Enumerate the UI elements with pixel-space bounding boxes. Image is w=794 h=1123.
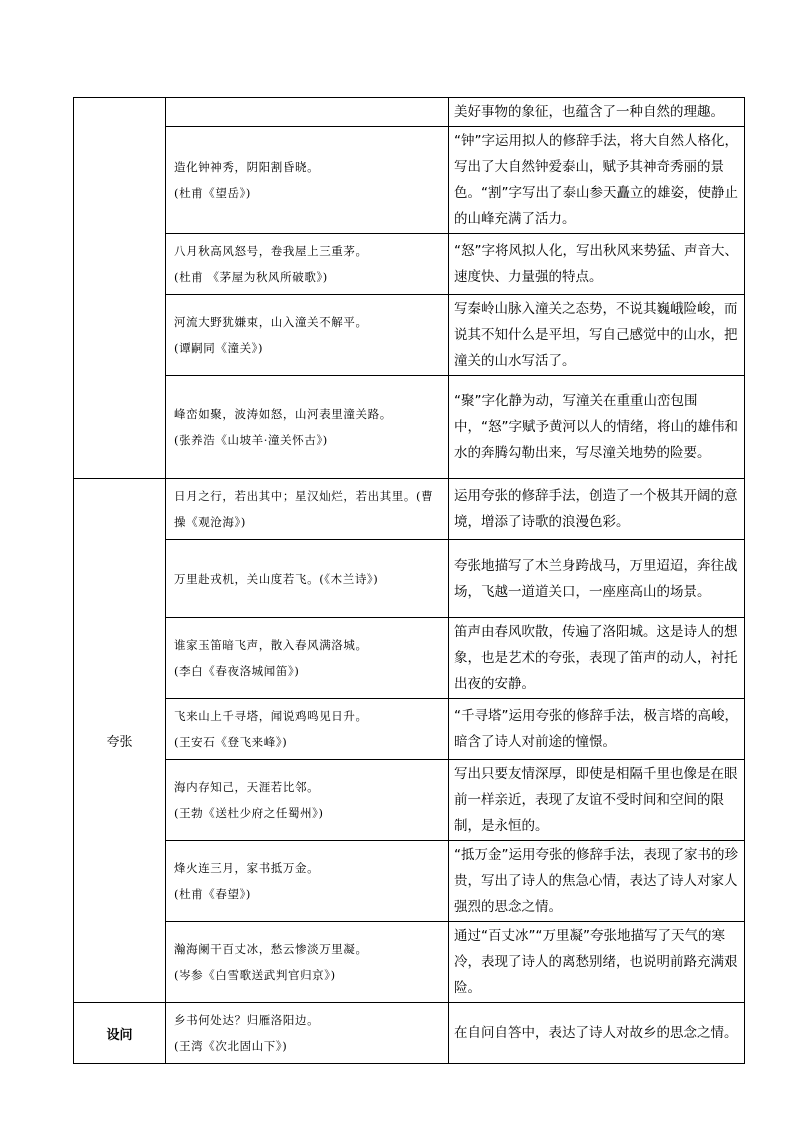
category-cell-personification [74,98,166,479]
verse-text: 日月之行，若出其中；星汉灿烂，若出其里。(曹操《观沧海》) [174,489,434,529]
verse-source: (张养浩《山坡羊·潼关怀古》) [174,433,328,447]
verse-source: (李白《春夜洛城闻笛》) [174,664,300,678]
verse-text: 乡书何处达？归雁洛阳边。 [174,1013,320,1027]
table-row [74,295,745,376]
verse-source: (杜甫 《茅屋为秋风所破歌》) [174,270,328,284]
explanation-cell: 通过“百丈冰”“万里凝”夸张地描写了天气的寒冷，表现了诗人的离愁别绪，也说明前路充满艰险。 [449,922,745,1003]
verse-text: 万里赴戎机，关山度若飞。(《木兰诗》) [174,571,379,586]
table-row [74,376,745,479]
verse-source: (杜甫《望岳》) [174,186,252,200]
poem-cell [166,127,449,234]
poem-cell [166,234,449,295]
verse-source: (杜甫《春望》) [174,887,252,901]
poem-cell [166,841,449,922]
verse-text: 峰峦如聚，波涛如怒，山河表里潼关路。 [174,407,392,421]
explanation-cell: “聚”字化静为动，写潼关在重重山峦包围中，“怒”字赋予黄河以人的情绪，将山的雄伟和水的奔腾勾勒出来，写尽潼关地势的险要。 [449,376,745,479]
poem-cell [166,922,449,1003]
verse-text: 飞来山上千寻塔，闻说鸡鸣见日升。 [174,709,368,723]
poem-cell [166,699,449,760]
table-row [74,540,745,618]
rhetoric-table [73,97,745,1064]
poem-cell [166,1003,449,1064]
explanation-cell: 夸张地描写了木兰身跨战马，万里迢迢，奔往战场，飞越一道道关口，一座座高山的场景。 [449,540,745,618]
poem-cell [166,540,449,618]
verse-source: (王勃《送杜少府之任蜀州》) [174,806,324,820]
explanation-cell: “钟”字运用拟人的修辞手法，将大自然人格化，写出了大自然钟爱泰山，赋予其神奇秀丽的景色。“割”字写出了泰山参天矗立的雄姿，使静止的山峰充满了活力。 [449,127,745,234]
poem-cell [166,760,449,841]
explanation-cell: 笛声由春风吹散，传遍了洛阳城。这是诗人的想象，也是艺术的夸张，表现了笛声的动人，衬托出夜的安静。 [449,618,745,699]
table-row [74,479,745,540]
verse-source: (谭嗣同《潼关》) [174,341,264,355]
explanation-cell: 美好事物的象征，也蕴含了一种自然的理趣。 [449,98,745,127]
verse-text: 河流大野犹嫌束，山入潼关不解平。 [174,315,368,329]
explanation-cell: 在自问自答中，表达了诗人对故乡的思念之情。 [449,1003,745,1064]
explanation-cell: “千寻塔”运用夸张的修辞手法，极言塔的高峻，暗含了诗人对前途的憧憬。 [449,699,745,760]
verse-text: 造化钟神秀，阴阳割昏晓。 [174,160,320,174]
verse-source: (王湾《次北固山下》) [174,1039,288,1053]
explanation-cell: “抵万金”运用夸张的修辞手法，表现了家书的珍贵，写出了诗人的焦急心情，表达了诗人对家人强烈的思念之情。 [449,841,745,922]
table-row [74,760,745,841]
category-cell-rhetorical-question: 设问 [74,1003,166,1064]
verse-text: 烽火连三月，家书抵万金。 [174,861,320,875]
explanation-cell: 运用夸张的修辞手法，创造了一个极其开阔的意境，增添了诗歌的浪漫色彩。 [449,479,745,540]
verse-text: 八月秋高风怒号，卷我屋上三重茅。 [174,244,368,258]
category-cell-exaggeration: 夸张 [74,479,166,1003]
table-row [74,699,745,760]
explanation-cell: 写秦岭山脉入潼关之态势，不说其巍峨险峻，而说其不知什么是平坦，写自己感觉中的山水，把潼关的山水写活了。 [449,295,745,376]
poem-cell [166,479,449,540]
table-row [74,127,745,234]
poem-cell [166,295,449,376]
table-row [74,922,745,1003]
explanation-cell: 写出只要友情深厚，即使是相隔千里也像是在眼前一样亲近，表现了友谊不受时间和空间的限制，是永恒的。 [449,760,745,841]
verse-text: 海内存知己，天涯若比邻。 [174,780,320,794]
table-row [74,234,745,295]
table-row [74,841,745,922]
verse-text: 谁家玉笛暗飞声，散入春风满洛城。 [174,638,368,652]
table-row [74,618,745,699]
poem-cell [166,376,449,479]
poem-cell [166,618,449,699]
verse-text: 瀚海阑干百丈冰，愁云惨淡万里凝。 [174,942,368,956]
explanation-cell: “怒”字将风拟人化，写出秋风来势猛、声音大、速度快、力量强的特点。 [449,234,745,295]
table-row [74,98,745,127]
table-row [74,1003,745,1064]
verse-source: (岑参《白雪歌送武判官归京》) [174,968,336,982]
poem-cell [166,98,449,127]
verse-source: (王安石《登飞来峰》) [174,735,288,749]
